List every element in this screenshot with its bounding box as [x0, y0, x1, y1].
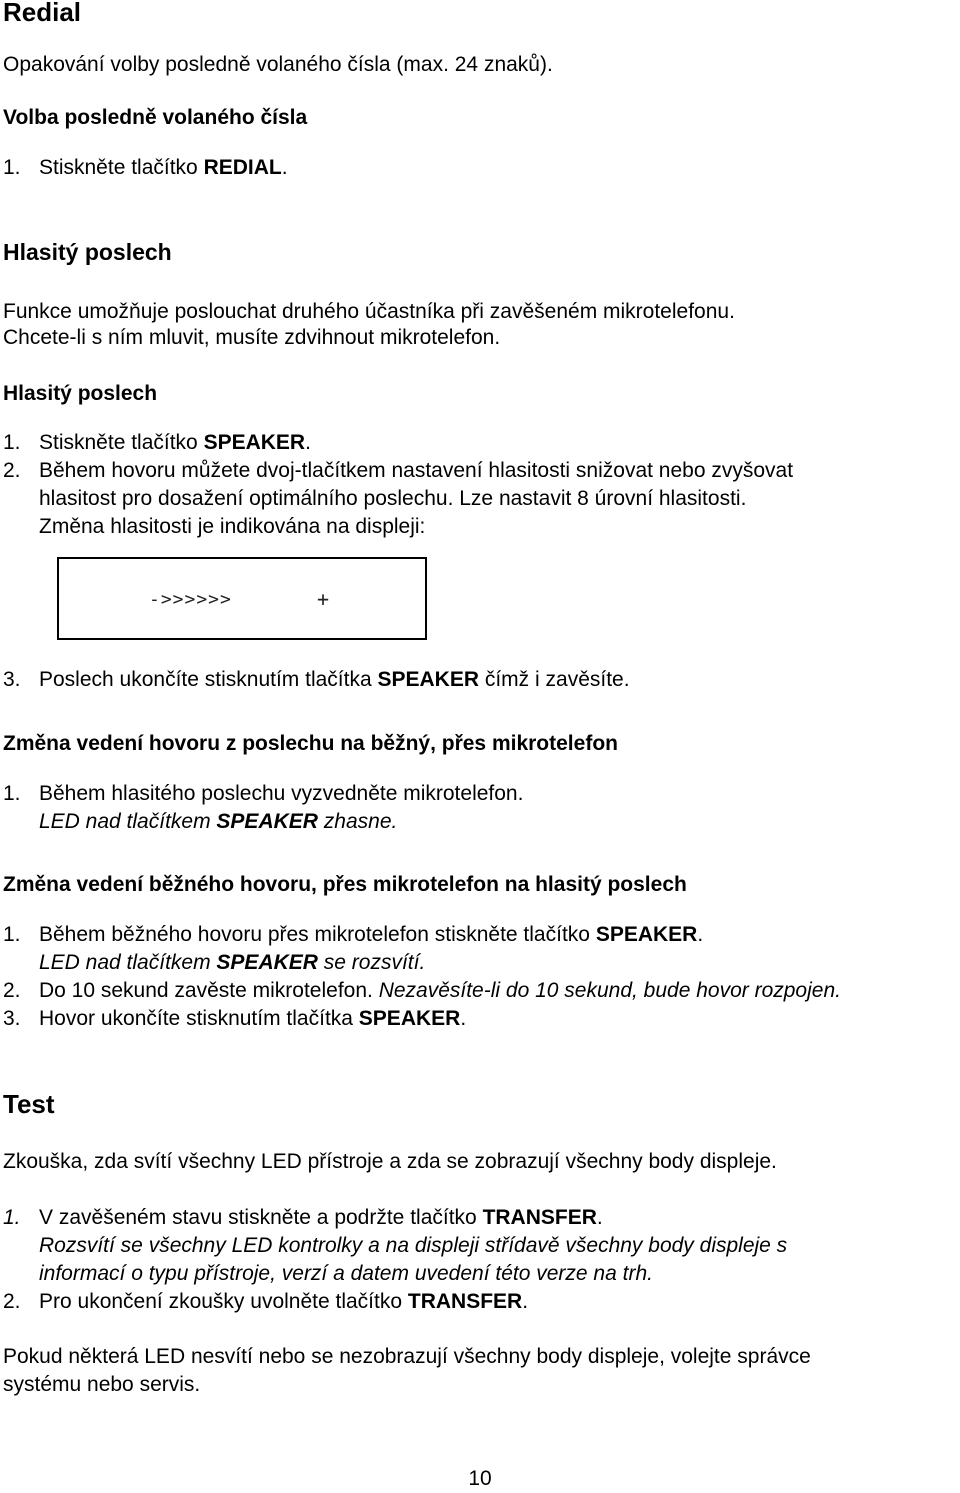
subheading-redial: Volba posledně volaného čísla	[3, 106, 308, 129]
paragraph-redial-intro: Opakování volby posledně volaného čísla (max. 24 znaků).	[3, 53, 553, 76]
paragraph-test-footer-2: systému nebo servis.	[3, 1373, 201, 1396]
volume-plus-sign: +	[317, 587, 330, 611]
list-item: 2. Během hovoru můžete dvoj-tlačítkem nastavení hlasitosti snižovat nebo zvyšovat	[3, 459, 794, 482]
section-heading-speaker: Hlasitý poslech	[3, 239, 172, 265]
paragraph-speaker-intro-1: Funkce umožňuje poslouchat druhého účastníka při zavěšeném mikrotelefonu.	[3, 300, 735, 323]
list-item: 3. Hovor ukončíte stisknutím tlačítka SPEAKER.	[3, 1007, 467, 1030]
list-item-note: Rozsvítí se všechny LED kontrolky a na displeji střídavě všechny body displeje s	[39, 1234, 788, 1257]
paragraph-test-footer-1: Pokud některá LED nesvítí nebo se nezobrazují všechny body displeje, volejte správce	[3, 1345, 811, 1368]
paragraph-test-intro: Zkouška, zda svítí všechny LED přístroje a zda se zobrazují všechny body displeje.	[3, 1150, 777, 1173]
subheading-speaker: Hlasitý poslech	[3, 382, 158, 405]
section-heading-redial: Redial	[3, 0, 82, 27]
list-item-note: LED nad tlačítkem SPEAKER zhasne.	[39, 810, 398, 833]
paragraph-speaker-intro-2: Chcete-li s ním mluvit, musíte zdvihnout mikrotelefon.	[3, 326, 501, 349]
subheading-to-speaker: Změna vedení běžného hovoru, přes mikrotelefon na hlasitý poslech	[3, 873, 687, 896]
subheading-to-handset: Změna vedení hovoru z poslechu na běžný, přes mikrotelefon	[3, 732, 618, 755]
list-item: 1. Stiskněte tlačítko SPEAKER.	[3, 431, 311, 454]
list-item-continuation: hlasitost pro dosažení optimálního poslechu. Lze nastavit 8 úrovní hlasitosti.	[39, 487, 747, 510]
list-item: 1. V zavěšeném stavu stiskněte a podržte tlačítko TRANSFER.	[3, 1206, 603, 1229]
page-number: 10	[468, 1467, 492, 1490]
list-item: 2. Pro ukončení zkoušky uvolněte tlačítko TRANSFER.	[3, 1290, 529, 1313]
list-item: 3. Poslech ukončíte stisknutím tlačítka SPEAKER čímž i zavěsíte.	[3, 668, 630, 691]
list-item-note: informací o typu přístroje, verzí a datem uvedení této verze na trh.	[39, 1262, 653, 1285]
list-item: 1. Během hlasitého poslechu vyzvedněte mikrotelefon.	[3, 782, 524, 805]
section-heading-test: Test	[3, 1089, 55, 1119]
volume-level-text: ->>>>>>	[149, 589, 232, 610]
list-item: 1. Během běžného hovoru přes mikrotelefon stiskněte tlačítko SPEAKER.	[3, 923, 704, 946]
list-item-note: LED nad tlačítkem SPEAKER se rozsvítí.	[39, 951, 426, 974]
list-item: 2. Do 10 sekund zavěste mikrotelefon. Nezavěsíte-li do 10 sekund, bude hovor rozpojen.	[3, 979, 841, 1002]
list-item-continuation: Změna hlasitosti je indikována na displeji:	[39, 515, 426, 538]
list-item: 1. Stiskněte tlačítko REDIAL.	[3, 156, 288, 179]
display-volume-indicator	[57, 557, 427, 640]
